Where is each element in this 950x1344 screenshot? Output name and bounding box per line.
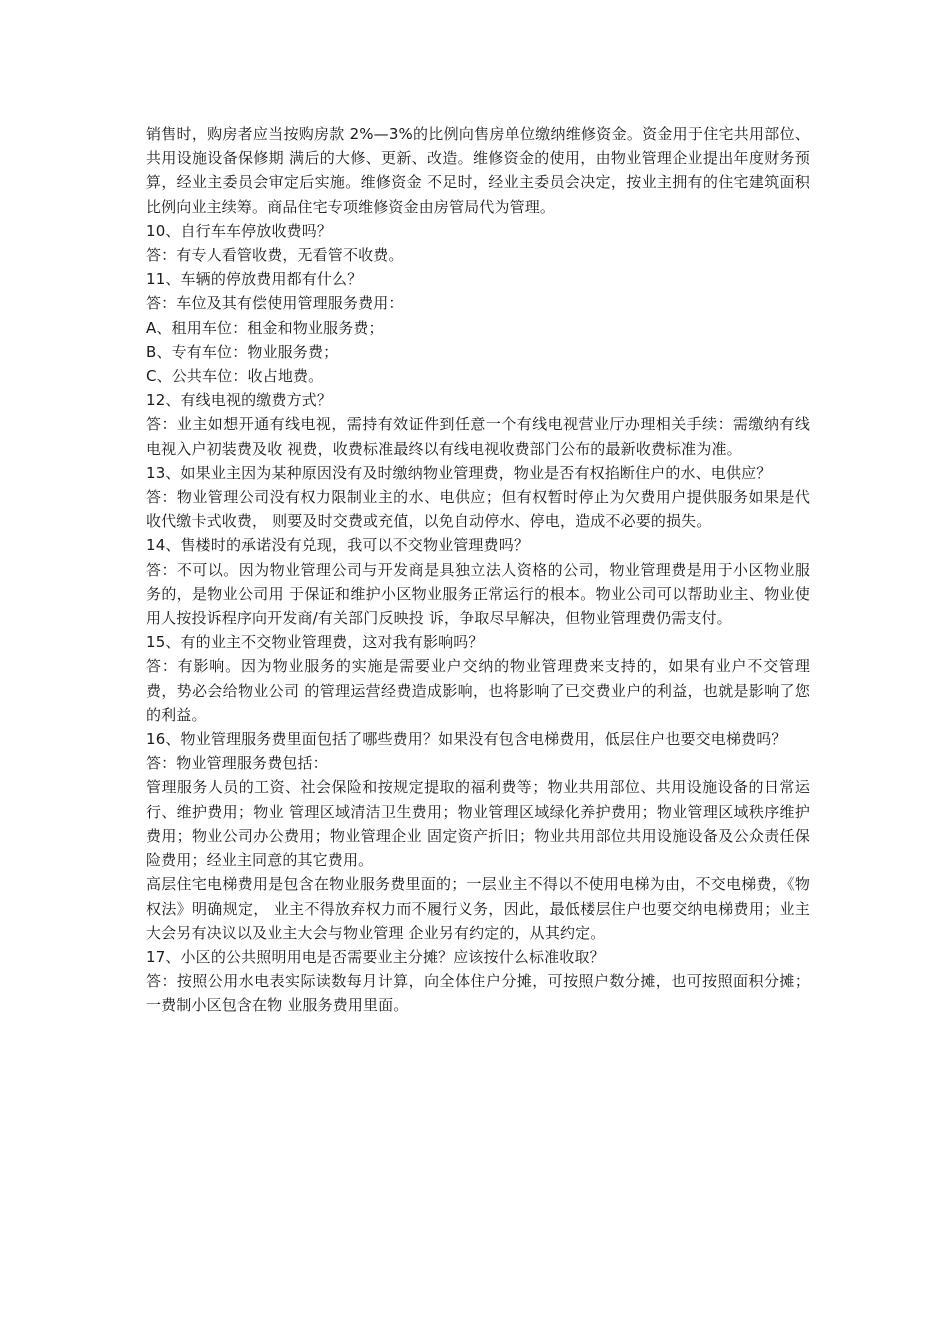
answer-16-fee-items: 管理服务人员的工资、社会保险和按规定提取的福利费等；物业共用部位、共用设施设备的日常运行、维护费用；物业 管理区域清洁卫生费用；物业管理区域绿化养护费用；物业管理区域秩序维护费用；物业公司办公费用；物业管理企业 固定资产折旧；物业共用部位共用设施设备及公众责任保险费用；经业主同意的其它费用。 bbox=[146, 778, 810, 870]
question-10: 10、自行车车停放收费吗？ bbox=[146, 221, 333, 240]
question-17: 17、小区的公共照明用电是否需要业主分摊？应该按什么标准收取？ bbox=[146, 947, 605, 966]
question-12: 12、有线电视的缴费方式？ bbox=[146, 391, 333, 410]
answer-13: 答：物业管理公司没有权力限制业主的水、电供应；但有权暂时停止为欠费用户提供服务如果是代收代缴卡式收费， 则要及时交费或充值，以免自动停水、停电，造成不必要的损失。 bbox=[146, 488, 810, 531]
answer-14: 答：不可以。因为物业管理公司与开发商是具独立法人资格的公司，物业管理费是用于小区物业服务的，是物业公司用 于保证和维护小区物业服务正常运行的根本。物业公司可以帮助业主、物业使用人按投诉程序向开发商/有关部门反映投 诉，争取尽早解决，但物业管理费仍需支付。 bbox=[146, 560, 810, 628]
question-11: 11、车辆的停放费用都有什么？ bbox=[146, 270, 363, 289]
document-body bbox=[146, 122, 810, 1018]
question-14: 14、售楼时的承诺没有兑现，我可以不交物业管理费吗？ bbox=[146, 536, 529, 555]
answer-16-elevator: 高层住宅电梯费用是包含在物业服务费里面的；一层业主不得以不使用电梯为由，不交电梯费，《物权法》明确规定， 业主不得放弃权力而不履行义务，因此，最低楼层住户也要交纳电梯费用；业主大会另有决议以及业主大会与物业管理 企业另有约定的，从其约定。 bbox=[146, 875, 810, 942]
answer-17: 答：按照公用水电表实际读数每月计算，向全体住户分摊，可按照户数分摊，也可按照面积分摊；一费制小区包含在物 业服务费用里面。 bbox=[146, 972, 810, 1015]
question-13: 13、如果业主因为某种原因没有及时缴纳物业管理费，物业是否有权掐断住户的水、电供应？ bbox=[146, 463, 772, 482]
answer-15: 答：有影响。因为物业服务的实施是需要业户交纳的物业管理费来支持的，如果有业户不交管理费，势必会给物业公司 的管理运营经费造成影响，也将影响了已交费业户的利益，也就是影响了您的利益。 bbox=[146, 657, 810, 724]
paragraph-maintenance-fund: 销售时，购房者应当按购房款 2%—3%的比例向售房单位缴纳维修资金。资金用于住宅共用部位、共用设施设备保修期 满后的大修、更新、改造。维修资金的使用，由物业管理企业提出年度财务预算，经业主委员会审定后实施。维修资金 不足时，经业主委员会决定，按业主拥有的住宅建筑面积比例向业主续筹。商品住宅专项维修资金由房管局代为管理。 bbox=[146, 125, 810, 216]
answer-16: 答：物业管理服务费包括： bbox=[146, 754, 328, 773]
answer-12: 答：业主如想开通有线电视，需持有效证件到任意一个有线电视营业厅办理相关手续：需缴纳有线电视入户初装费及收 视费，收费标准最终以有线电视收费部门公布的最新收费标准为准。 bbox=[146, 415, 810, 458]
answer-11-item-c: C、公共车位：收占地费。 bbox=[146, 367, 324, 386]
answer-11-item-b: B、专有车位：物业服务费； bbox=[146, 342, 339, 361]
question-16: 16、物业管理服务费里面包括了哪些费用？如果没有包含电梯费用，低层住户也要交电梯费吗？ bbox=[146, 730, 787, 749]
question-15: 15、有的业主不交物业管理费，这对我有影响吗？ bbox=[146, 633, 484, 652]
answer-10: 答：有专人看管收费，无看管不收费。 bbox=[146, 246, 404, 265]
answer-11: 答：车位及其有偿使用管理服务费用： bbox=[146, 294, 404, 313]
answer-11-item-a: A、租用车位：租金和物业服务费； bbox=[146, 318, 384, 337]
